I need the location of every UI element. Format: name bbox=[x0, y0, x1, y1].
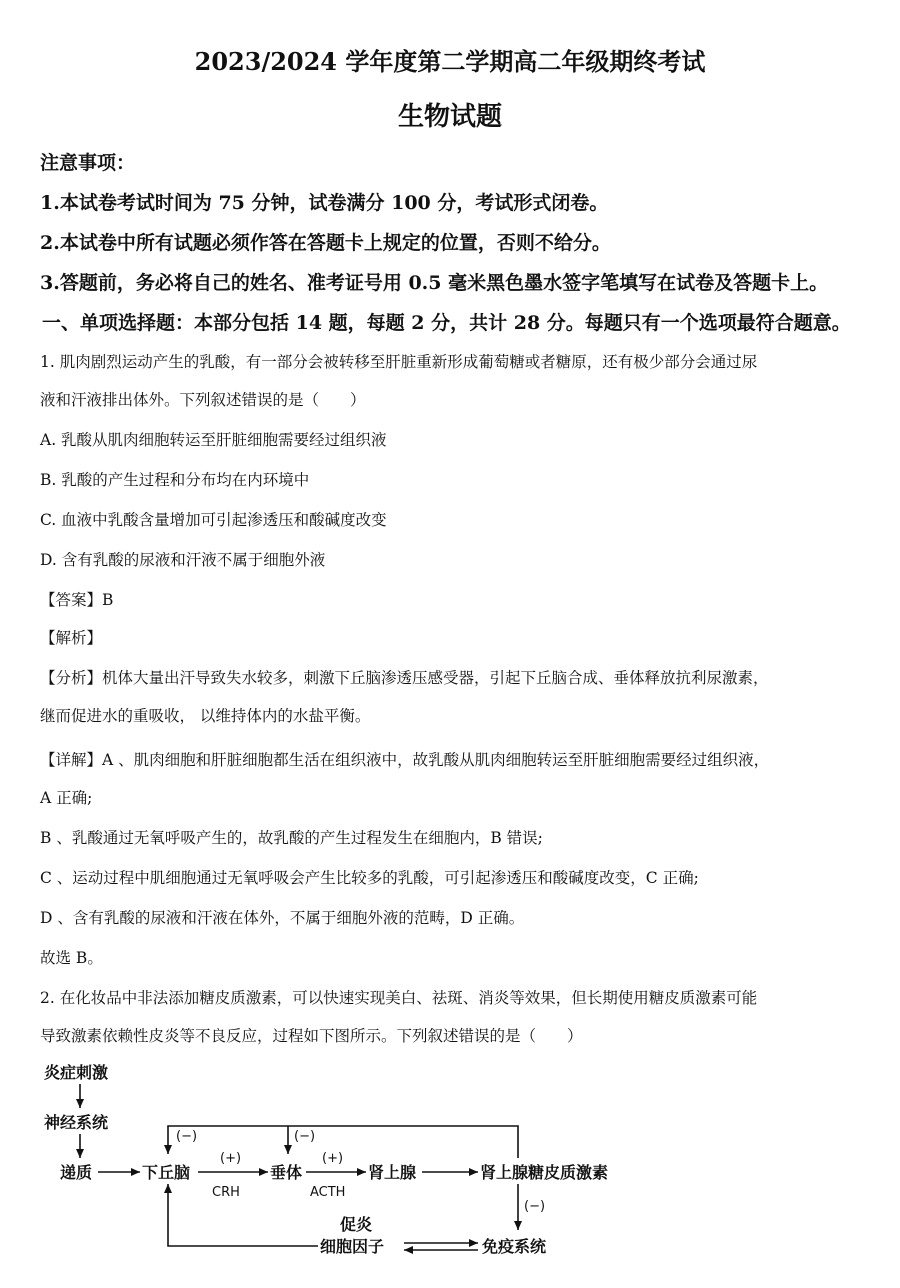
label-crh: CRH bbox=[212, 1185, 240, 1200]
q1-option-c: C. 血液中乳酸含量增加可引起渗透压和酸碱度改变 bbox=[40, 511, 387, 529]
node-glucocorticoid: 肾上腺糖皮质激素 bbox=[480, 1163, 609, 1182]
notice-item-2: 2.本试卷中所有试题必须作答在答题卡上规定的位置，否则不给分。 bbox=[40, 232, 611, 254]
notice-item-3: 3.答题前，务必将自己的姓名、准考证号用 0.5 毫米黑色墨水签字笔填写在试卷及答题卡上。 bbox=[40, 272, 829, 294]
q1-xiangjie-line2: A 正确; bbox=[40, 789, 93, 807]
node-hypothalamus: 下丘脑 bbox=[142, 1163, 191, 1182]
q1-analysis-label: 【解析】 bbox=[40, 629, 103, 647]
section-title: 一、单项选择题：本部分包括 14 题，每题 2 分，共计 28 分。每题只有一个选项最符合题意。 bbox=[42, 312, 851, 334]
q1-stem-line2: 液和汗液排出体外。下列叙述错误的是（ ） bbox=[40, 391, 366, 409]
notice-heading: 注意事项： bbox=[40, 152, 136, 174]
node-pituitary: 垂体 bbox=[270, 1163, 303, 1182]
node-cytokine-bottom: 细胞因子 bbox=[320, 1237, 385, 1256]
feedback-diagram bbox=[0, 1050, 900, 1288]
label-minus-pituitary: (−) bbox=[294, 1129, 316, 1144]
q2-stem-line1: 2. 在化妆品中非法添加糖皮质激素，可以快速实现美白、祛斑、消炎等效果，但长期使用糖皮质激素可能 bbox=[40, 989, 758, 1007]
label-minus-immune: (−) bbox=[524, 1199, 546, 1214]
node-cytokine-top: 促炎 bbox=[340, 1215, 373, 1234]
label-plus-acth: (+) bbox=[322, 1151, 344, 1166]
node-immune-system: 免疫系统 bbox=[482, 1237, 547, 1256]
q1-option-a: A. 乳酸从肌肉细胞转运至肝脏细胞需要经过组织液 bbox=[40, 431, 387, 449]
q1-stem-line1: 1. 肌肉剧烈运动产生的乳酸，有一部分会被转移至肝脏重新形成葡萄糖或者糖原，还有极少部分会通过尿 bbox=[40, 353, 758, 371]
q1-xiangjie-line1: 【详解】A 、肌肉细胞和肝脏细胞都生活在组织液中，故乳酸从肌肉细胞转运至肝脏细胞需要经过组织液， bbox=[40, 751, 770, 769]
q1-answer: 【答案】B bbox=[40, 591, 114, 609]
q1-option-d: D. 含有乳酸的尿液和汗液不属于细胞外液 bbox=[40, 551, 326, 569]
node-transmitter: 递质 bbox=[60, 1163, 93, 1182]
node-adrenal-gland: 肾上腺 bbox=[368, 1163, 417, 1182]
q1-conclusion: 故选 B。 bbox=[40, 949, 103, 967]
node-inflammation-stimulus: 炎症刺激 bbox=[44, 1063, 109, 1082]
q1-xiangjie-c: C 、运动过程中肌细胞通过无氧呼吸会产生比较多的乳酸，可引起渗透压和酸碱度改变，C 正确; bbox=[40, 869, 699, 887]
q1-fenxi-line2: 继而促进水的重吸收， 以维持体内的水盐平衡。 bbox=[40, 707, 371, 725]
q2-stem-line2: 导致激素依赖性皮炎等不良反应，过程如下图所示。下列叙述错误的是（ ） bbox=[40, 1027, 583, 1045]
node-nervous-system: 神经系统 bbox=[44, 1113, 109, 1132]
label-plus-crh: (+) bbox=[220, 1151, 242, 1166]
arrow-cytokine-hypothalamus bbox=[168, 1184, 318, 1246]
label-minus-hypothalamus: (−) bbox=[176, 1129, 198, 1144]
notice-item-1: 1.本试卷考试时间为 75 分钟，试卷满分 100 分，考试形式闭卷。 bbox=[40, 192, 609, 214]
q1-xiangjie-b: B 、乳酸通过无氧呼吸产生的，故乳酸的产生过程发生在细胞内，B 错误; bbox=[40, 829, 543, 847]
q1-option-b: B. 乳酸的产生过程和分布均在内环境中 bbox=[40, 471, 310, 489]
exam-title: 2023/2024 学年度第二学期高二年级期终考试 bbox=[194, 47, 706, 76]
label-acth: ACTH bbox=[310, 1185, 346, 1200]
exam-subtitle: 生物试题 bbox=[397, 102, 502, 132]
q1-xiangjie-d: D 、含有乳酸的尿液和汗液在体外，不属于细胞外液的范畴，D 正确。 bbox=[40, 909, 525, 927]
q1-fenxi-line1: 【分析】机体大量出汗导致失水较多，刺激下丘脑渗透压感受器，引起下丘脑合成、垂体释放抗利尿激素， bbox=[40, 669, 769, 687]
